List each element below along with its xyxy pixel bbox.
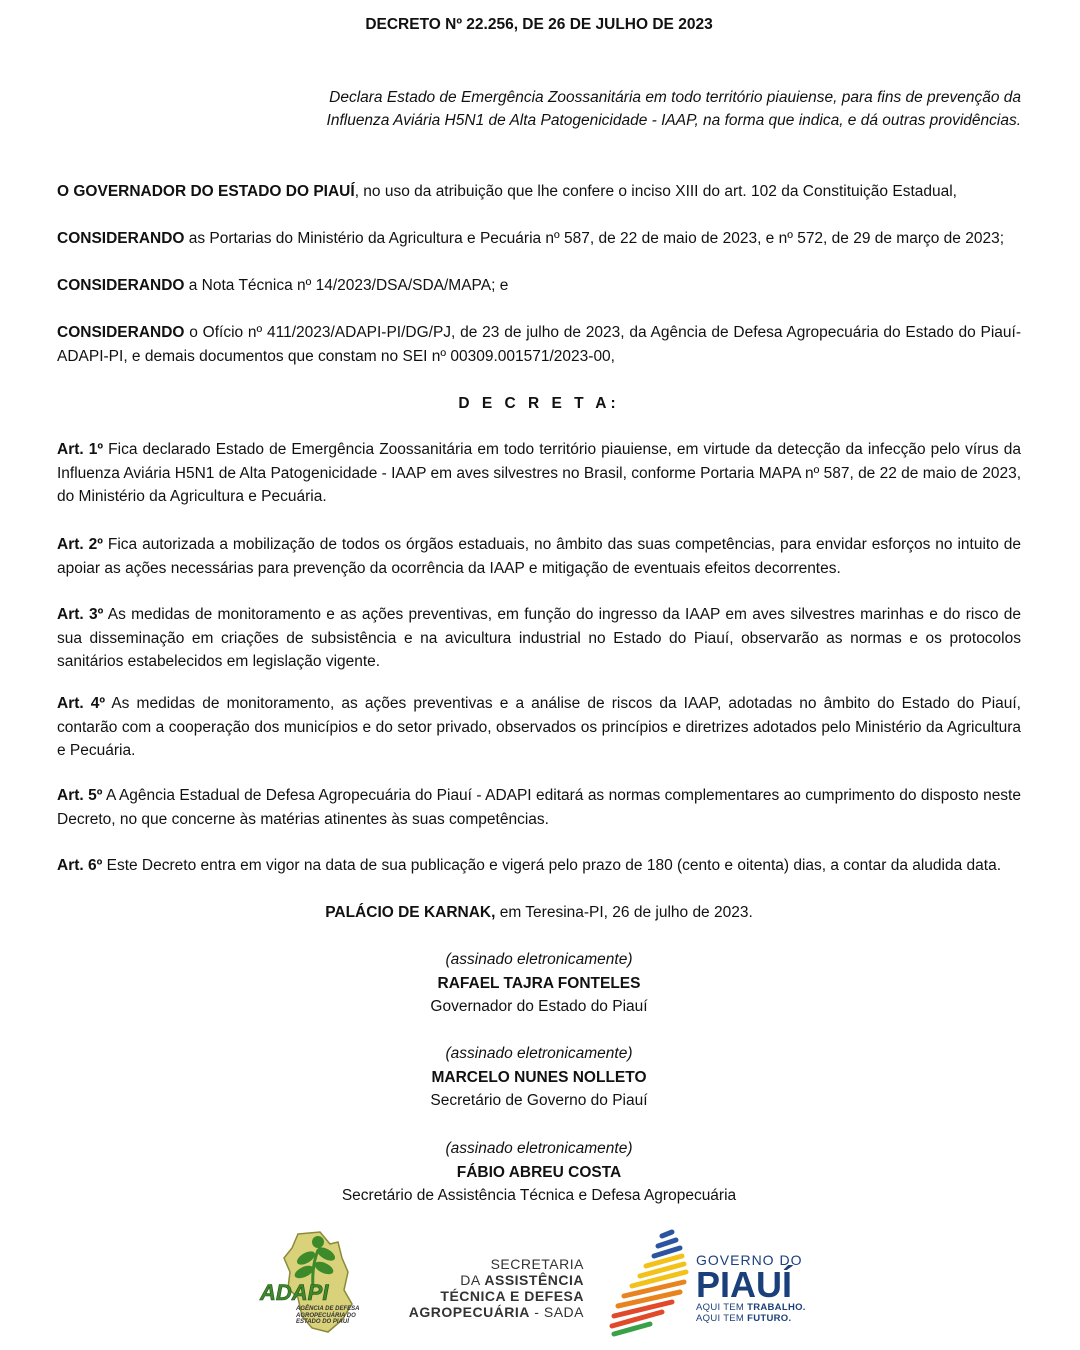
closing-date: em Teresina-PI, 26 de julho de 2023. [495, 904, 753, 921]
sada-line-part: DA [460, 1272, 485, 1288]
article-6 [57, 854, 1021, 878]
piaui-state-mark-icon [606, 1226, 694, 1338]
article-label: Art. 6º [57, 857, 103, 874]
article-text: As medidas de monitoramento, as ações preventivas e a análise de riscos da IAAP, adotadas no âmbito do Estado do Piauí, contarão com a cooperação dos municípios e do setor privado, observados os princípios e diretrizes adotados pelo Ministério da Agricultura e Pecuária. [57, 695, 1021, 759]
sada-line [398, 1288, 584, 1304]
preamble-governor [57, 180, 1021, 204]
article-text: Fica declarado Estado de Emergência Zoossanitária em todo território piauiense, em virtude da detecção da infecção pelo vírus da Influenza Aviária H5N1 de Alta Patogenicidade - IAAP em aves silvestres no Brasil, conforme Portaria MAPA nº 587, de 22 de maio de 2023, do Ministério da Agricultura e Pecuária. [57, 441, 1021, 505]
governor-label: O GOVERNADOR DO ESTADO DO PIAUÍ [57, 183, 355, 200]
article-label: Art. 3º [57, 606, 104, 623]
slogan-part: TRABALHO. [747, 1302, 806, 1313]
article-4 [57, 692, 1021, 763]
signatory-name: FÁBIO ABREU COSTA [456, 1163, 622, 1181]
governor-text: , no uso da atribuição que lhe confere o inciso XIII do art. 102 da Constituição Estadual, [354, 183, 957, 200]
signature-note: (assinado eletronicamente) [445, 951, 633, 968]
considering-label: CONSIDERANDO [57, 277, 185, 294]
considering-text: o Ofício nº 411/2023/ADAPI-PI/DG/PJ, de 23 de julho de 2023, da Agência de Defesa Agropecuária do Estado do Piauí-ADAPI-PI, e demais documentos que constam no SEI nº 00309.001571/2023-00, [57, 324, 1021, 365]
article-5 [57, 784, 1021, 831]
considering-label: CONSIDERANDO [57, 324, 185, 341]
sada-line [398, 1304, 584, 1320]
article-3 [57, 603, 1021, 674]
decreta-heading: D E C R E T A: [458, 395, 620, 412]
piaui-wordmark: PIAUÍ [696, 1264, 793, 1305]
signatory-role: Governador do Estado do Piauí [430, 998, 648, 1015]
article-label: Art. 2º [57, 536, 103, 553]
adapi-subtitle [296, 1306, 359, 1326]
signatory-role: Secretário de Assistência Técnica e Defesa Agropecuária [341, 1187, 737, 1204]
slogan-part: AQUI TEM [696, 1302, 748, 1313]
article-text: Fica autorizada a mobilização de todos os órgãos estaduais, no âmbito das suas competências, para envidar esforços no intuito de apoiar as ações necessárias para prevenção da ocorrência da IAAP e mitigação de eventuais efeitos decorrentes. [57, 536, 1021, 577]
signatory-name: MARCELO NUNES NOLLETO [431, 1068, 647, 1086]
article-label: Art. 5º [57, 787, 103, 804]
signatory-name: RAFAEL TAJRA FONTELES [437, 974, 641, 992]
considering-text: a Nota Técnica nº 14/2023/DSA/SDA/MAPA; e [184, 277, 509, 294]
considering-label: CONSIDERANDO [57, 230, 185, 247]
article-2 [57, 533, 1021, 580]
footer-logos [0, 1222, 1080, 1342]
signature-note: (assinado eletronicamente) [445, 1045, 633, 1062]
slogan-line [696, 1313, 806, 1324]
signature-block-3 [57, 1137, 1021, 1208]
summary-line-1: Declara Estado de Emergência Zoossanitária em todo território piauiense, para fins de prevenção da [329, 89, 1021, 106]
sada-line-part: AGROPECUÁRIA [408, 1304, 530, 1320]
sada-line: SECRETARIA [490, 1256, 584, 1272]
adapi-sub-line: ESTADO DO PIAUÍ [296, 1319, 349, 1325]
considering-3 [57, 321, 1021, 368]
slogan-part: AQUI TEM [696, 1313, 748, 1324]
sada-line-part: TÉCNICA E DEFESA [440, 1288, 584, 1304]
sada-line-part: ASSISTÊNCIA [484, 1272, 584, 1288]
decree-title: DECRETO Nº 22.256, DE 26 DE JULHO DE 2023 [365, 16, 713, 33]
sada-logo-text [398, 1256, 584, 1320]
considering-text: as Portarias do Ministério da Agricultura e Pecuária nº 587, de 22 de maio de 2023, e nº 572, de 29 de março de 2023; [184, 230, 1005, 247]
article-label: Art. 1º [57, 441, 104, 458]
article-1 [57, 438, 1021, 509]
signature-block-2 [57, 1042, 1021, 1113]
article-text: As medidas de monitoramento e as ações preventivas, em função do ingresso da IAAP em aves silvestres marinhas e do risco de sua disseminação em criações de subsistência e na avicultura industrial no Estado do Piauí, observarão as normas e os protocolos sanitários estabelecidos em legislação vigente. [57, 606, 1021, 670]
adapi-wordmark: ADAPI [260, 1280, 329, 1305]
closing-place: PALÁCIO DE KARNAK, [325, 904, 496, 921]
slogan-line [696, 1302, 806, 1313]
decree-summary [297, 86, 1021, 132]
considering-1 [57, 227, 1021, 251]
article-text: Este Decreto entra em vigor na data de sua publicação e vigerá pelo prazo de 180 (cento e oitenta) dias, a contar da aludida data. [102, 857, 1002, 874]
considering-2 [57, 274, 1021, 298]
article-label: Art. 4º [57, 695, 106, 712]
governo-do-label: GOVERNO DO [696, 1252, 803, 1268]
signatory-role: Secretário de Governo do Piauí [430, 1092, 648, 1109]
sada-line-part: - SADA [529, 1304, 584, 1320]
adapi-sub-line: AGROPECUÁRIA DO [296, 1312, 356, 1319]
slogan-part: FUTURO. [747, 1313, 792, 1324]
article-text: A Agência Estadual de Defesa Agropecuária do Piauí - ADAPI editará as normas complementares ao cumprimento do disposto neste Decreto, no que concerne às matérias atinentes às suas competências. [57, 787, 1021, 828]
sada-line [398, 1272, 584, 1288]
closing-place-date [57, 901, 1021, 925]
adapi-sub-line: AGÊNCIA DE DEFESA [296, 1306, 360, 1312]
signature-note: (assinado eletronicamente) [445, 1140, 633, 1157]
summary-line-2: Influenza Aviária H5N1 de Alta Patogenicidade - IAAP, na forma que indica, e dá outras providências. [326, 112, 1021, 129]
signature-block-1 [57, 948, 1021, 1019]
governo-piaui-logo [696, 1252, 806, 1324]
